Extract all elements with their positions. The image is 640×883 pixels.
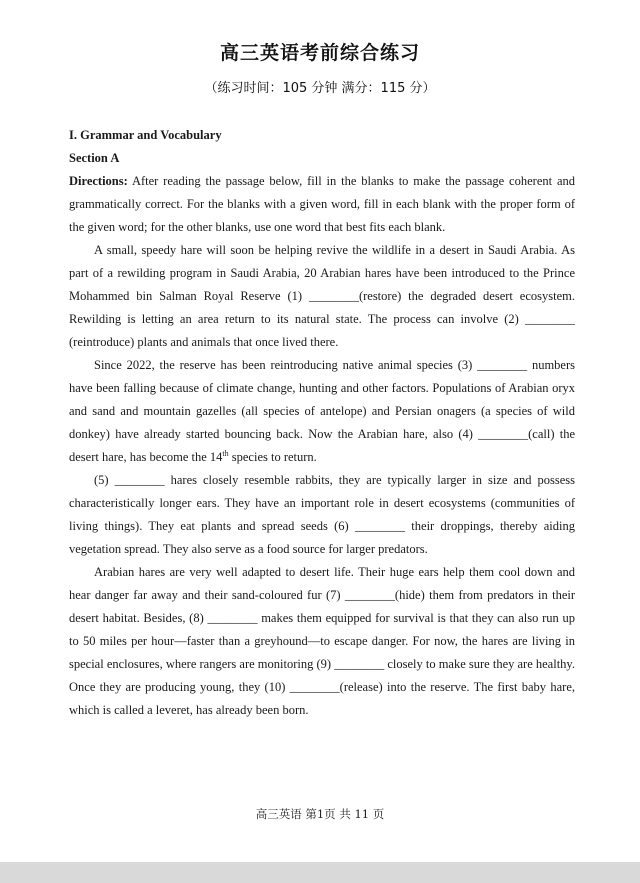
- passage-paragraph-3: (5) ________ hares closely resemble rabbits, they are typically larger in size and possess characteristically longer ears. They have an important role in desert ecosystems (communities of living things). They eat plants and spread seeds (6) ________ their droppings, thereby aiding vegetation spread. They also serve as a food source for larger predators.: [69, 473, 575, 556]
- part-heading: I. Grammar and Vocabulary: [69, 128, 222, 142]
- page-footer: 高三英语 第1页 共 11 页: [255, 807, 385, 821]
- passage-paragraph-1: A small, speedy hare will soon be helping revive the wildlife in a desert in Saudi Arabia. As part of a rewilding program in Saudi Arabia, 20 Arabian hares have been introduced to the Prince Mohammed bin Salman Royal Reserve (1) ________(restore) the degraded desert ecosystem. Rewilding is letting an area return to its natural state. The process can involve (2) ________ (reintroduce) plants and animals that once lived there.: [69, 243, 575, 349]
- directions-label: Directions:: [69, 174, 128, 188]
- paragraph-2-text-end: species to return.: [228, 450, 317, 464]
- paragraph-2-text: Since 2022, the reserve has been reintroducing native animal species (3) ________ numbers have been falling because of climate change, hunting and other factors. Populations of Arabian oryx and sand and mountain gazelles (all species of antelope) and Persian onagers (a species of wild donkey) have already started bouncing back. Now the Arabian hare, also (4) ________(call) the desert hare, has become the 14: [69, 358, 575, 464]
- bottom-bar: [0, 862, 640, 883]
- directions-text: After reading the passage below, fill in the blanks to make the passage coherent and grammatically correct. For the blanks with a given word, fill in each blank with the proper form of the given word; for the other blanks, use one word that best fits each blank.: [69, 174, 575, 234]
- passage-paragraph-2: [69, 354, 575, 469]
- page-subtitle: （练习时间：105 分钟 满分：115 分）: [204, 81, 436, 96]
- exam-content: [69, 124, 575, 722]
- passage-paragraph-4: Arabian hares are very well adapted to desert life. Their huge ears help them cool down and hear danger far away and their sand-coloured fur (7) ________(hide) them from predators in their desert habitat. Besides, (8) ________ makes them equipped for survival is that they can also run up to 50 miles per hour—faster than a greyhound—to escape danger. For now, the hares are living in special enclosures, where rangers are monitoring (9) ________ closely to make sure they are healthy. Once they are producing young, they (10) ________(release) into the reserve. The first baby hare, which is called a leveret, has already been born.: [69, 565, 575, 717]
- directions: [69, 170, 575, 239]
- ordinal-suffix: th: [222, 448, 229, 458]
- section-heading: Section A: [69, 151, 120, 165]
- page-title: 高三英语考前综合练习: [219, 42, 420, 64]
